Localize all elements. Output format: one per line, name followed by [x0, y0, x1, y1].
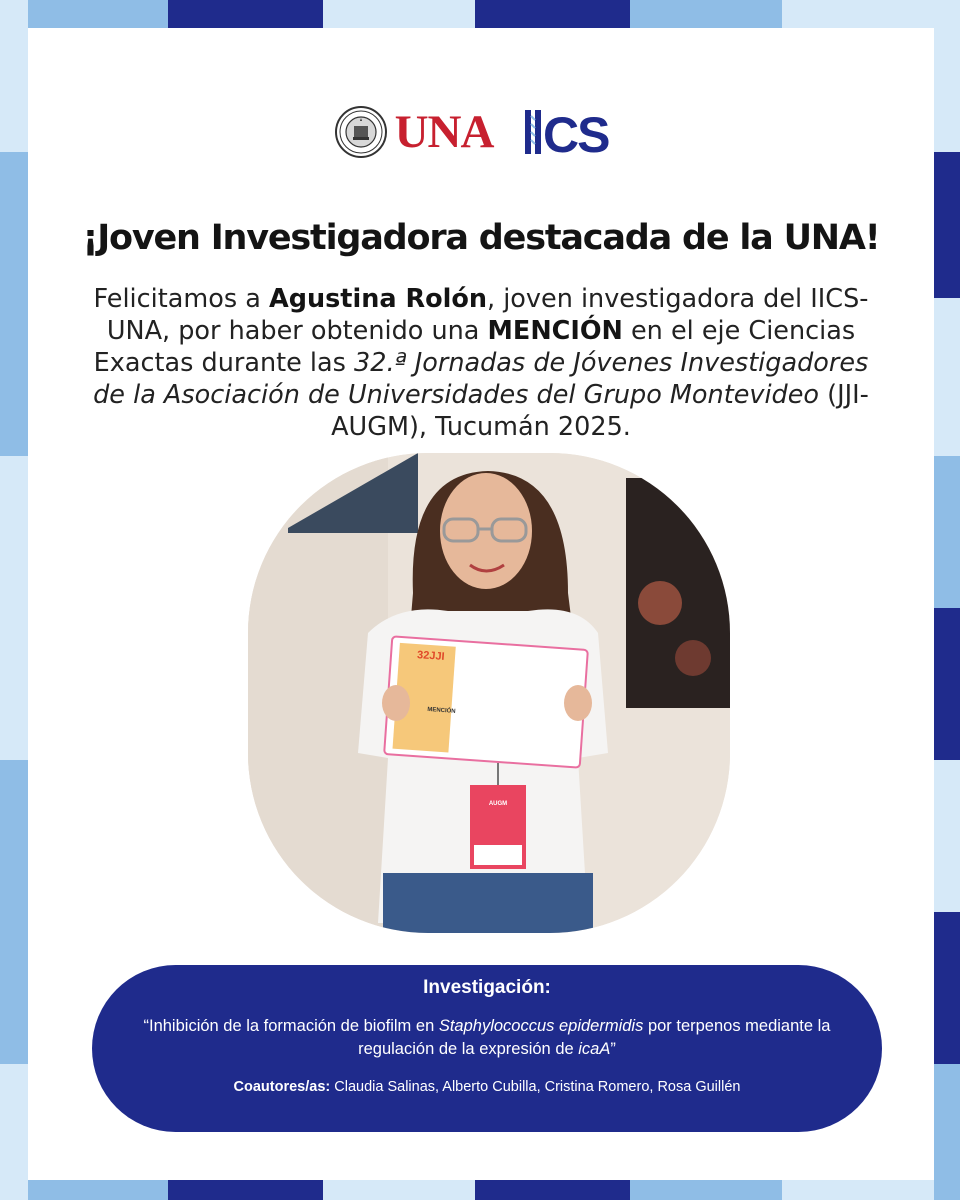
- una-wordmark: UNA: [394, 105, 494, 158]
- research-title: [132, 1015, 842, 1061]
- svg-text:CS: CS: [543, 107, 609, 158]
- researcher-photo: [248, 453, 730, 933]
- research-title-part-2: por terpenos mediante la regulación de la expresión de: [358, 1017, 831, 1058]
- photo-illustration: [248, 453, 730, 933]
- intro-text-2: , joven investigadora del IICS-UNA, por haber obtenido una: [106, 284, 869, 346]
- una-logo: [335, 106, 494, 158]
- iics-logo: [523, 106, 627, 158]
- coauthors-names: Claudia Salinas, Alberto Cubilla, Cristina Romero, Rosa Guillén: [330, 1079, 741, 1095]
- coauthors-line: [92, 1079, 882, 1095]
- logo-bar: [28, 98, 934, 166]
- research-heading: Investigación:: [423, 977, 551, 998]
- research-gene: icaA: [578, 1040, 611, 1058]
- university-seal-icon: [335, 106, 387, 158]
- coauthors-label: Coautores/as:: [233, 1079, 331, 1095]
- research-title-part-1: “Inhibición de la formación de biofilm en: [143, 1017, 439, 1035]
- research-panel: [92, 965, 882, 1132]
- certificate-mention: MENCIÓN: [427, 706, 456, 715]
- award-type: MENCIÓN: [487, 316, 623, 346]
- research-species: Staphylococcus epidermidis: [438, 1017, 644, 1035]
- intro-text-3: en el eje Ciencias Exactas durante las: [93, 316, 856, 378]
- intro-paragraph: [88, 283, 874, 443]
- research-title-part-3: ”: [610, 1040, 616, 1058]
- intro-text-1: Felicitamos a: [93, 284, 269, 314]
- headline: ¡Joven Investigadora destacada de la UNA!: [82, 218, 880, 258]
- intro-text-4: (JJI-AUGM), Tucumán 2025.: [331, 380, 869, 442]
- certificate-badge: 32JJI: [416, 649, 445, 663]
- researcher-name: Agustina Rolón: [268, 284, 488, 314]
- event-name: 32.ª Jornadas de Jóvenes Investigadores de la Asociación de Universidades del Grupo Montevideo: [93, 348, 869, 410]
- lanyard-title: AUGM: [488, 801, 508, 807]
